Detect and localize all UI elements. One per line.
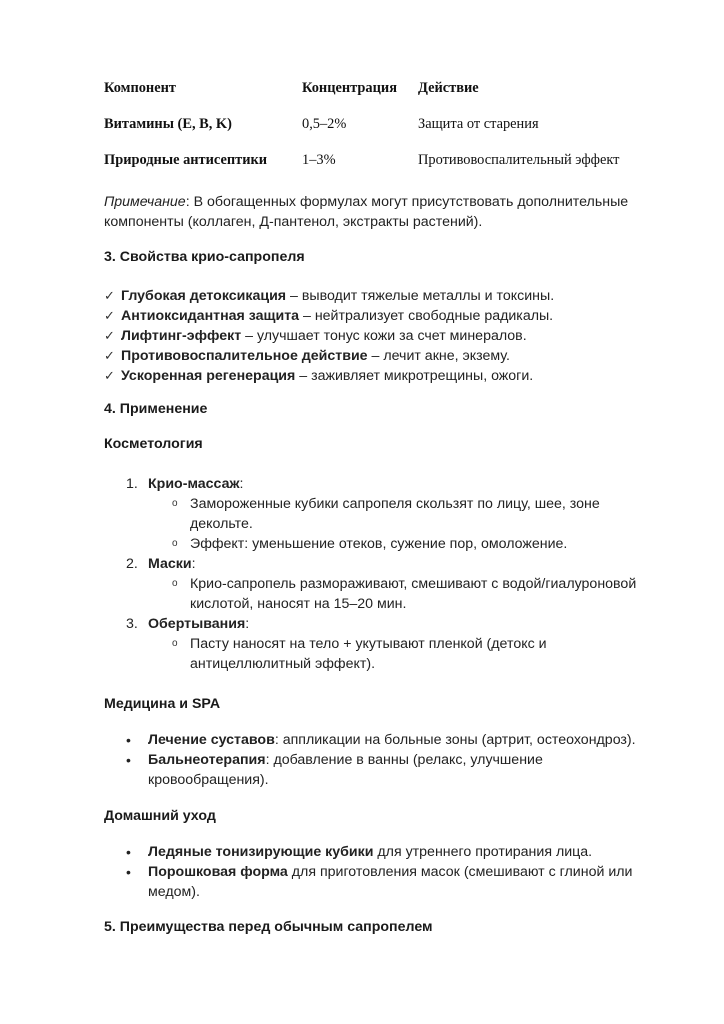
check-icon: ✓ xyxy=(104,308,115,323)
note-paragraph xyxy=(104,192,644,232)
list-item xyxy=(104,842,664,862)
section-3-heading: 3. Свойства крио-сапропеля xyxy=(104,249,305,265)
check-icon: ✓ xyxy=(104,368,115,383)
header-concentration: Концентрация xyxy=(302,80,397,96)
table-row xyxy=(104,150,664,186)
note-text: : В обогащенных формулах могут присутствовать дополнительные компоненты (коллаген, Д-пантенол, экстракты растений). xyxy=(104,194,629,230)
item-bold: Маски xyxy=(148,556,192,572)
list-number: 2. xyxy=(126,556,138,572)
table-row xyxy=(104,114,664,150)
header-component: Компонент xyxy=(104,80,176,96)
table-cell: 1–3% xyxy=(302,152,336,168)
item-text: – заживляет микротрещины, ожоги. xyxy=(295,368,534,384)
list-item xyxy=(104,326,644,346)
header-action: Действие xyxy=(418,80,479,96)
list-number: 3. xyxy=(126,616,138,632)
sub-text: Замороженные кубики сапропеля скользят по лицу, шее, зоне декольте. xyxy=(190,496,600,532)
check-icon: ✓ xyxy=(104,348,115,363)
list-item xyxy=(104,614,664,634)
home-care-heading: Домашний уход xyxy=(104,808,216,824)
circle-bullet-icon: o xyxy=(172,638,178,649)
cosmetology-list xyxy=(104,474,664,674)
item-text: : добавление в ванны (релакс, улучшение кровообращения). xyxy=(148,752,543,788)
item-bold: Крио-массаж xyxy=(148,476,240,492)
item-bold: Противовоспалительное действие xyxy=(121,348,368,364)
bullet-icon: • xyxy=(126,844,131,860)
item-bold: Антиоксидантная защита xyxy=(121,308,300,324)
sub-item xyxy=(104,534,640,554)
cosmetology-heading: Косметология xyxy=(104,436,203,452)
table-cell: Противовоспалительный эффект xyxy=(418,152,620,168)
home-care-list xyxy=(104,842,664,902)
item-bold: Бальнеотерапия xyxy=(148,752,266,768)
table-cell: 0,5–2% xyxy=(302,116,347,132)
list-number: 1. xyxy=(126,476,138,492)
section-5-heading: 5. Преимущества перед обычным сапропелем xyxy=(104,919,433,935)
item-text: – улучшает тонус кожи за счет минералов. xyxy=(241,328,527,344)
bullet-icon: • xyxy=(126,864,131,880)
circle-bullet-icon: o xyxy=(172,538,178,549)
bullet-icon: • xyxy=(126,732,131,748)
item-colon: : xyxy=(239,476,244,492)
item-text: : аппликации на больные зоны (артрит, остеохондроз). xyxy=(274,732,636,748)
check-icon: ✓ xyxy=(104,328,115,343)
circle-bullet-icon: o xyxy=(172,578,178,589)
item-bold: Ледяные тонизирующие кубики xyxy=(148,844,374,860)
sub-item xyxy=(104,574,640,614)
item-text: – выводит тяжелые металлы и токсины. xyxy=(286,288,555,304)
table-cell: Защита от старения xyxy=(418,116,539,132)
item-bold: Ускоренная регенерация xyxy=(121,368,296,384)
sub-text: Крио-сапропель размораживают, смешивают с водой/гиалуроновой кислотой, наносят на 15–20 мин. xyxy=(190,576,637,612)
list-item xyxy=(104,474,664,494)
list-item xyxy=(104,306,644,326)
table-cell: Витамины (E, B, K) xyxy=(104,116,232,132)
check-icon: ✓ xyxy=(104,288,115,303)
list-item xyxy=(104,730,664,750)
item-bold: Лечение суставов xyxy=(148,732,275,748)
sub-text: Эффект: уменьшение отеков, сужение пор, омоложение. xyxy=(190,536,568,552)
item-bold: Обертывания xyxy=(148,616,246,632)
bullet-icon: • xyxy=(126,752,131,768)
note-label: Примечание xyxy=(104,194,186,210)
medicine-heading: Медицина и SPA xyxy=(104,696,221,712)
list-item xyxy=(104,366,644,386)
properties-list xyxy=(104,286,644,386)
list-item xyxy=(104,862,664,902)
table-header-row xyxy=(104,78,664,114)
circle-bullet-icon: o xyxy=(172,498,178,509)
composition-table xyxy=(104,78,664,186)
list-item xyxy=(104,286,644,306)
section-4-heading: 4. Применение xyxy=(104,401,208,417)
item-bold: Глубокая детоксикация xyxy=(121,288,287,304)
list-item xyxy=(104,554,664,574)
item-bold: Порошковая форма xyxy=(148,864,288,880)
list-item xyxy=(104,346,644,366)
item-colon: : xyxy=(191,556,196,572)
item-text: – нейтрализует свободные радикалы. xyxy=(299,308,554,324)
list-item xyxy=(104,750,664,790)
sub-item xyxy=(104,494,640,534)
sub-item xyxy=(104,634,640,674)
item-text: для приготовления масок (смешивают с глиной или медом). xyxy=(148,864,633,900)
item-text: для утреннего протирания лица. xyxy=(373,844,593,860)
item-bold: Лифтинг-эффект xyxy=(121,328,242,344)
sub-text: Пасту наносят на тело + укутывают пленкой (детокс и антицеллюлитный эффект). xyxy=(190,636,547,672)
medicine-list xyxy=(104,730,664,790)
item-colon: : xyxy=(245,616,250,632)
item-text: – лечит акне, экзему. xyxy=(367,348,510,364)
table-cell: Природные антисептики xyxy=(104,152,268,168)
